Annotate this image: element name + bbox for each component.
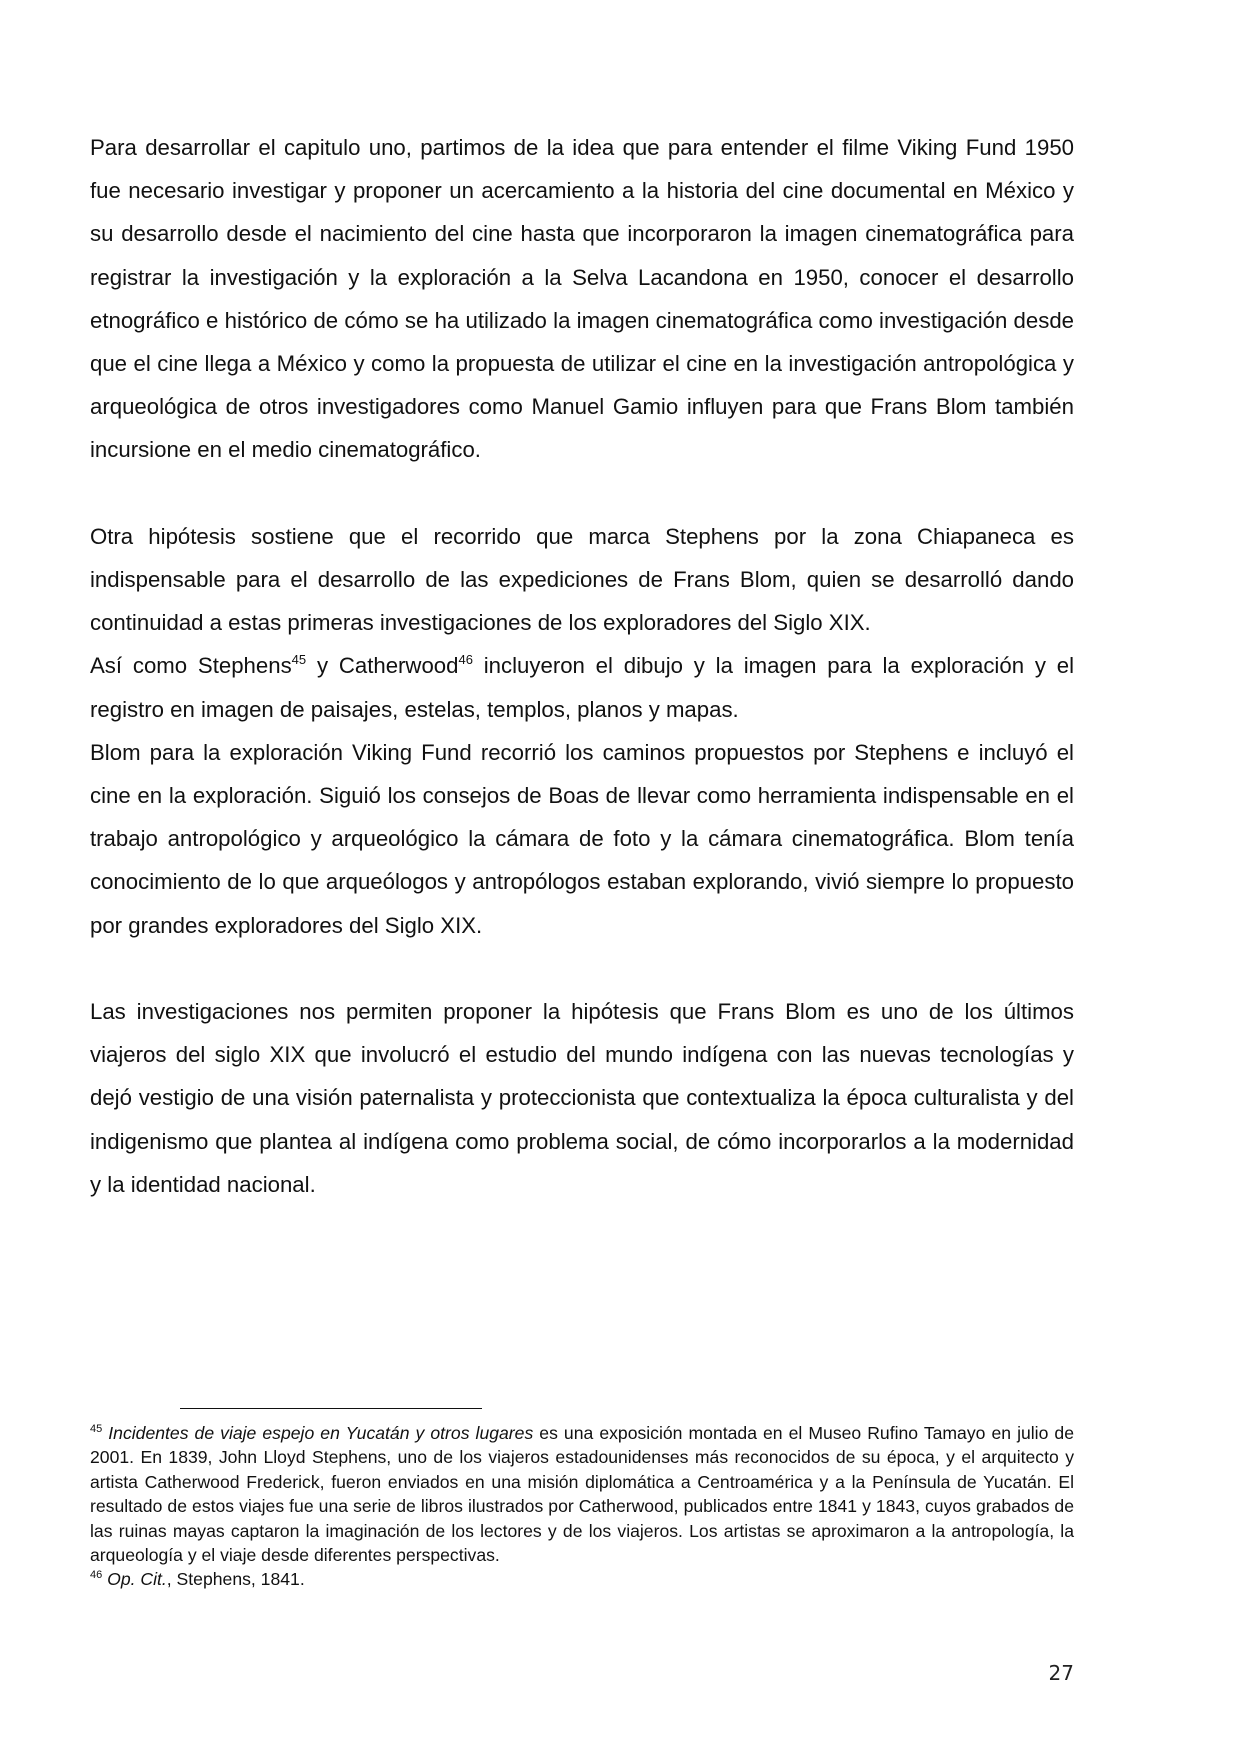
footnote-title: Incidentes de viaje espejo en Yucatán y otros lugares <box>108 1423 534 1443</box>
footnote-46 <box>90 1567 1074 1591</box>
paragraph-blom-viking-fund: Blom para la exploración Viking Fund recorrió los caminos propuestos por Stephens e incluyó el cine en la exploración. Siguió los consejos de Boas de llevar como herramienta indispensable en el trabajo antropológico y arqueológico la cámara de foto y la cámara cinematográfica. Blom tenía conocimiento de lo que arqueólogos y antropólogos estaban explorando, vivió siempre lo propuesto por grandes exploradores del Siglo XIX. <box>90 739 1074 938</box>
footnote-text: es una exposición montada en el Museo Rufino Tamayo en julio de 2001. En 1839, John Lloyd Stephens, uno de los viajeros estadounidenses más reconocidos de su época, y el arquitecto y artista Catherwood Frederick, fueron enviados en una misión diplomática a Centroamérica y a la Península de Yucatán. El resultado de estos viajes fue una serie de libros ilustrados por Catherwood, publicados entre 1841 y 1843, cuyos grabados de las ruinas mayas captaron la imaginación de los lectores y de los viajeros. Los artistas se aproximaron a la antropología, la arqueología y el viaje desde diferentes perspectivas. <box>90 1423 1074 1566</box>
text-segment: y Catherwood <box>306 653 459 679</box>
paragraph-otra-hipotesis: Otra hipótesis sostiene que el recorrido que marca Stephens por la zona Chiapaneca es indispensable para el desarrollo de las expediciones de Frans Blom, quien se desarrolló dando continuidad a estas primeras investigaciones de los exploradores del Siglo XIX. <box>90 523 1074 636</box>
footnote-separator <box>180 1408 482 1409</box>
body-text <box>90 126 1074 1206</box>
page-number: 27 <box>1048 1661 1074 1685</box>
text-segment: Así como Stephens <box>90 653 292 679</box>
footnotes <box>90 1421 1074 1592</box>
footnote-text: , Stephens, 1841. <box>166 1569 305 1590</box>
text-segment: incluyeron el dibujo y la imagen para la exploración y el registro en imagen de paisajes, estelas, templos, planos y mapas. <box>90 653 1075 722</box>
footnote-title: Op. Cit. <box>107 1569 167 1590</box>
paragraph-stephens-catherwood <box>90 644 1074 730</box>
footnote-45 <box>90 1421 1074 1567</box>
footnote-ref-46[interactable]: 46 <box>458 652 473 668</box>
paragraph-gap <box>90 947 1074 990</box>
paragraph-gap <box>90 472 1074 515</box>
paragraph-capitulo-uno: Para desarrollar el capitulo uno, partimos de la idea que para entender el filme Viking Fund 1950 fue necesario investigar y proponer un acercamiento a la historia del cine documental en México y su desarrollo desde el nacimiento del cine hasta que incorporaron la imagen cinematográfica para registrar la investigación y la exploración a la Selva Lacandona en 1950, conocer el desarrollo etnográfico e histórico de cómo se ha utilizado la imagen cinematográfica como investigación desde que el cine llega a México y como la propuesta de utilizar el cine en la investigación antropológica y arqueológica de otros investigadores como Manuel Gamio influyen para que Frans Blom también incursione en el medio cinematográfico. <box>90 135 1074 463</box>
footnote-number: 45 <box>90 1423 103 1435</box>
footnote-number: 46 <box>90 1569 103 1582</box>
paragraph-las-investigaciones: Las investigaciones nos permiten proponer la hipótesis que Frans Blom es uno de los últimos viajeros del siglo XIX que involucró el estudio del mundo indígena con las nuevas tecnologías y dejó vestigio de una visión paternalista y proteccionista que contextualiza la época culturalista y del indigenismo que plantea al indígena como problema social, de cómo incorporarlos a la modernidad y la identidad nacional. <box>90 999 1074 1197</box>
footnote-ref-45[interactable]: 45 <box>291 652 307 668</box>
